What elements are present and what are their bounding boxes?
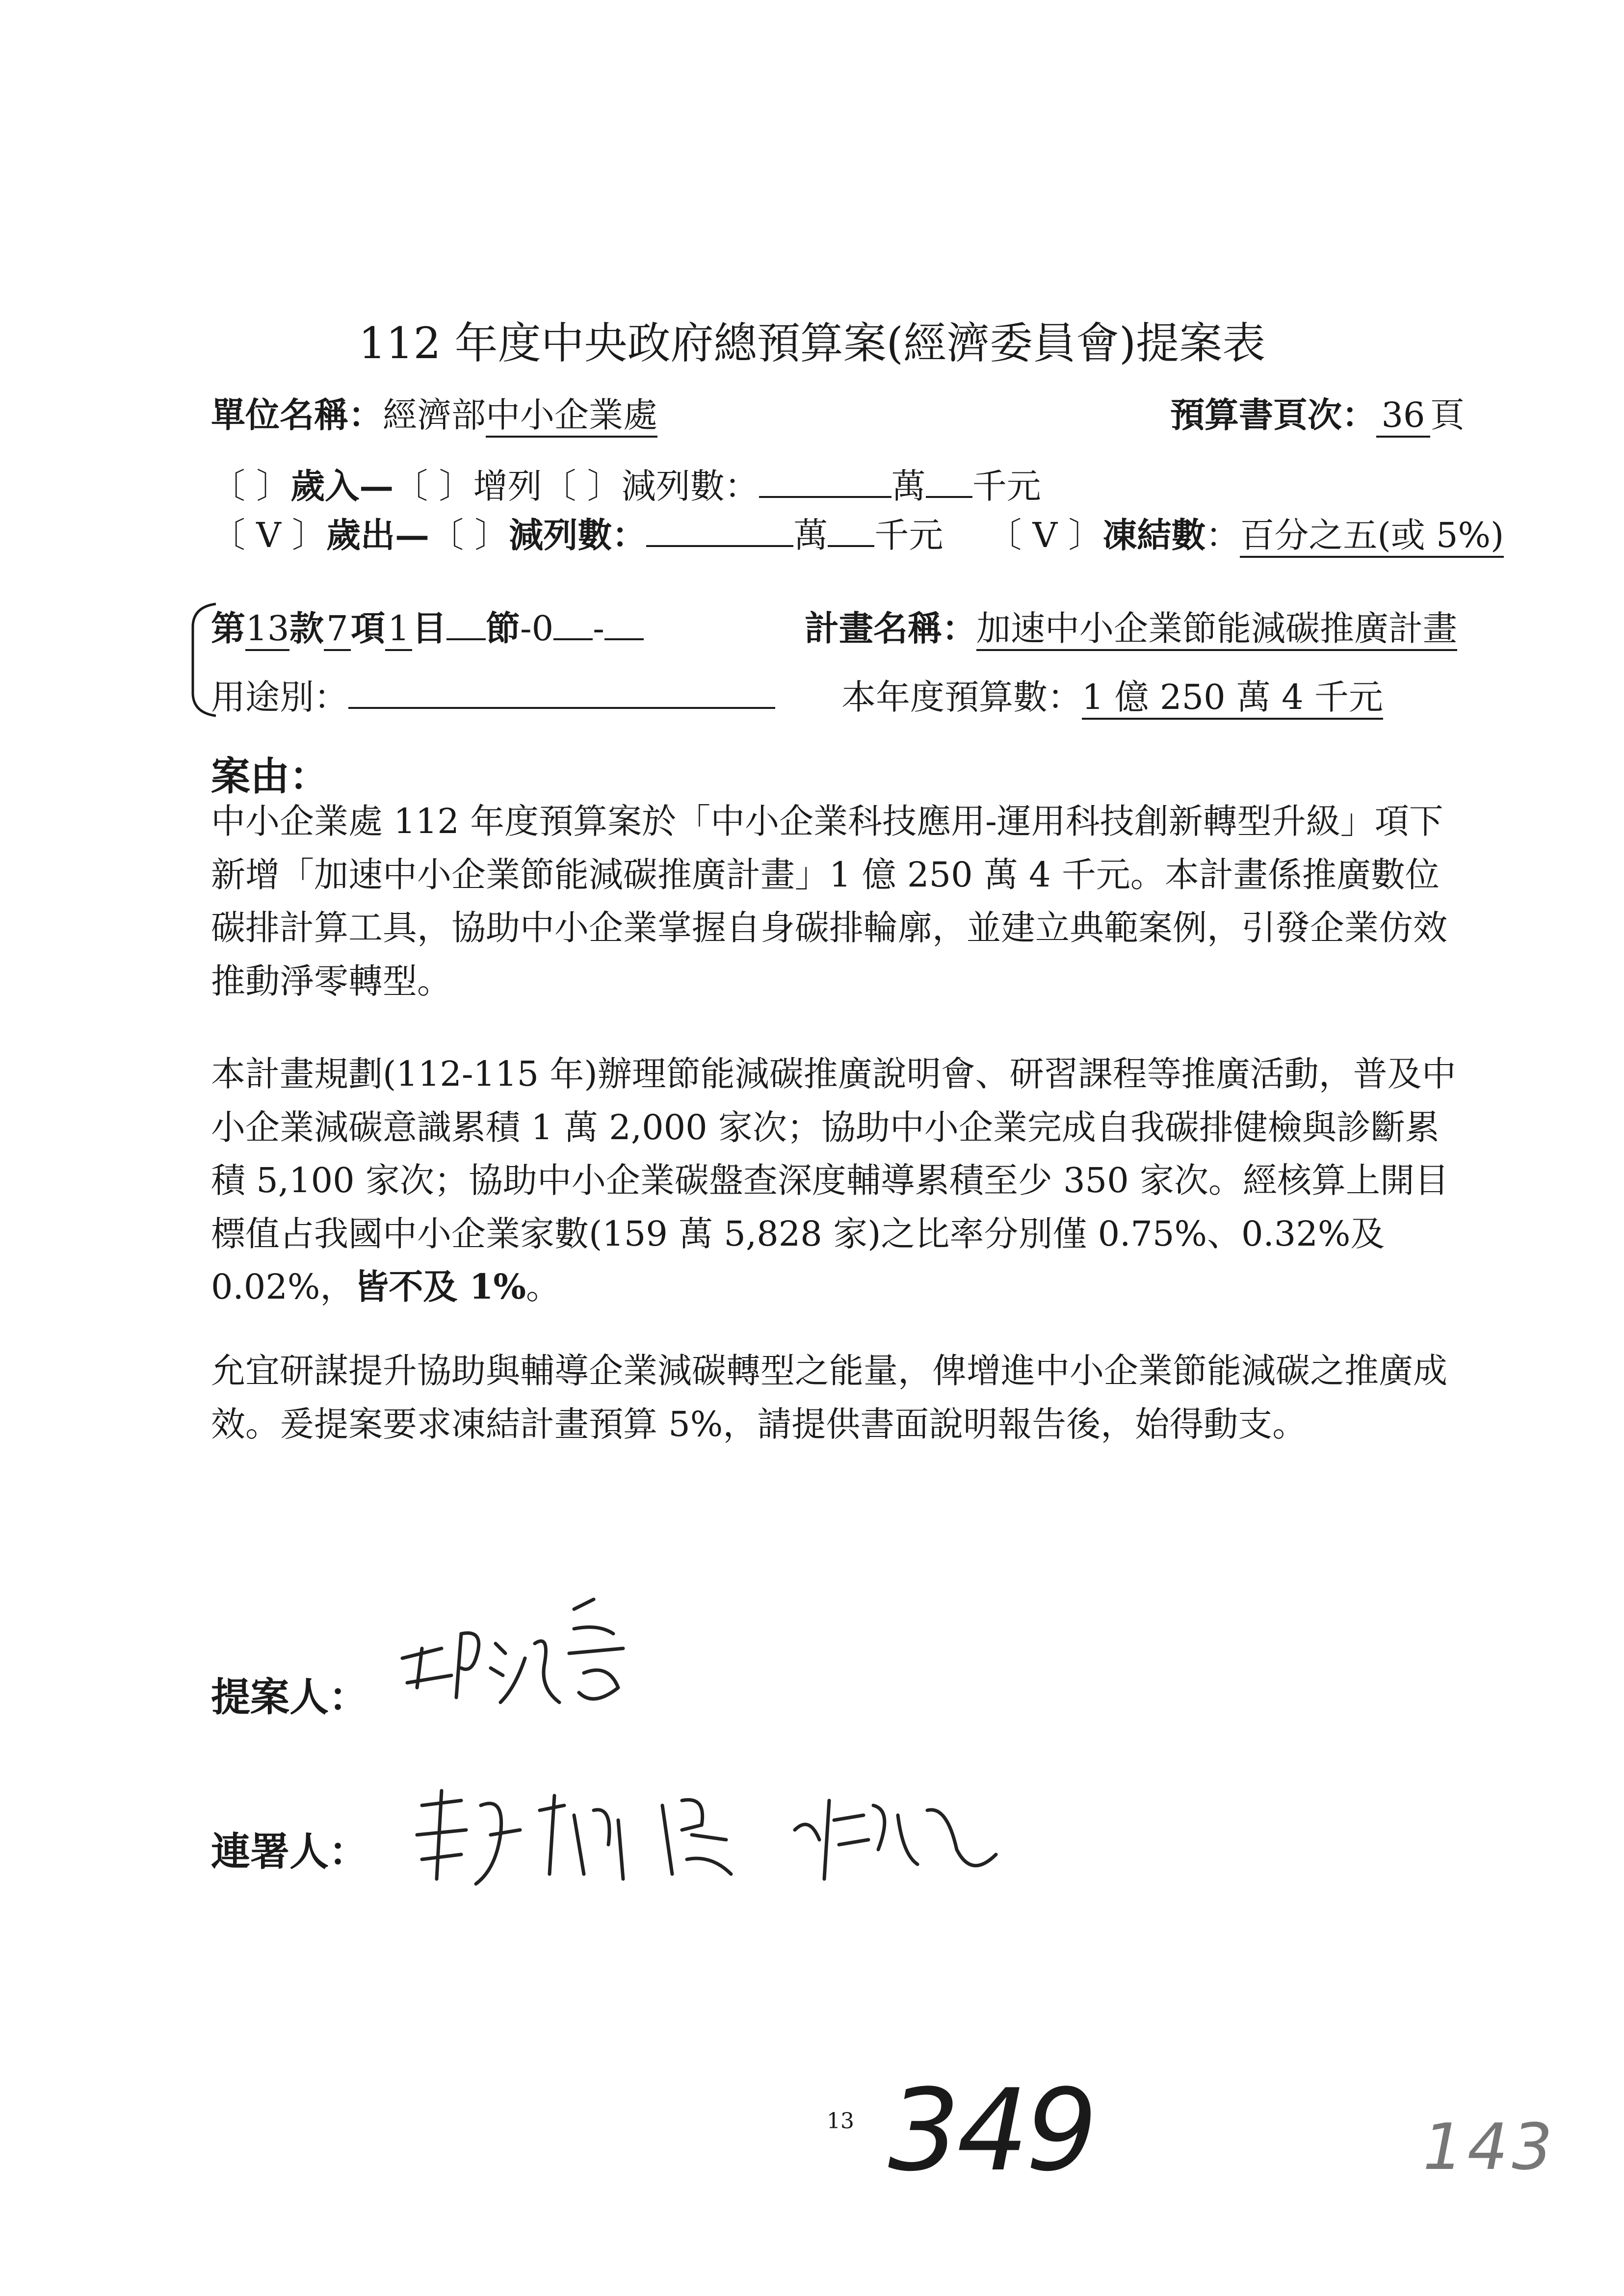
item-xiang: 7 [324, 608, 351, 651]
revenue-label: 歲入— [290, 466, 394, 506]
increase-checkbox: 〔 〕 [393, 466, 473, 506]
budget-page-label: 預算書頁次： [1170, 394, 1376, 435]
item-code-blank-2 [604, 609, 644, 640]
item-kuan-text: 款 [289, 608, 324, 649]
wan-text: 萬 [891, 466, 926, 506]
expense-wan-blank [646, 516, 793, 547]
item-code: -0 [520, 608, 554, 649]
plan-row [805, 601, 1457, 651]
margin-number: 143 [1423, 2110, 1557, 2184]
expense-decrease-checkbox: 〔 〕 [429, 515, 509, 555]
freeze-colon: ： [1205, 515, 1240, 555]
case-paragraph-1 [211, 795, 1457, 1008]
annual-budget-label: 本年度預算數： [841, 677, 1082, 717]
item-kuan: 13 [245, 608, 289, 651]
stamp-number: 349 [888, 2065, 1095, 2196]
proposer-signature [388, 1590, 662, 1737]
freeze-value: 百分之五(或 5%) [1240, 515, 1504, 558]
revenue-wan-blank [759, 467, 891, 498]
case-text-2-emphasis: 皆不及 1% [354, 1266, 526, 1307]
item-dash: - [593, 608, 604, 649]
item-mu-text: 目 [412, 608, 446, 649]
item-jie-text: 節 [486, 608, 520, 649]
usage-label: 用途別： [211, 677, 348, 717]
case-heading: 案由： [211, 753, 329, 799]
cosigner-label: 連署人： [211, 1828, 368, 1875]
revenue-checkbox: 〔 〕 [211, 466, 291, 506]
case-text-3: 允宜研謀提升協助與輔導企業減碳轉型之能量，俾增進中小企業節能減碳之推廣成效。爰提案要求凍結計畫預算 5%，請提供書面說明報告後，始得動支。 [211, 1351, 1447, 1444]
plan-label: 計畫名稱： [805, 608, 976, 649]
item-jie-blank [446, 609, 486, 640]
case-text-2 [211, 1047, 1457, 1314]
case-text-2c: 。 [525, 1267, 560, 1307]
budget-page-row [1170, 388, 1465, 438]
budget-page-value: 36 [1376, 394, 1430, 438]
expense-line [211, 508, 1504, 558]
cosigner-signatures [407, 1776, 1021, 1904]
expense-qian-blank [828, 516, 874, 547]
unit-ministry: 經濟部 [383, 395, 486, 435]
revenue-qian-blank [926, 467, 972, 498]
decrease-checkbox: 〔 〕 [542, 466, 622, 506]
usage-blank [348, 678, 775, 709]
case-paragraph-2 [211, 1047, 1457, 1314]
qian-text: 千元 [972, 466, 1041, 506]
unit-agency: 中小企業處 [486, 394, 657, 438]
freeze-checkbox: 〔 V 〕 [987, 515, 1103, 555]
item-mu: 1 [385, 608, 412, 651]
expense-checkbox: 〔 V 〕 [211, 515, 327, 555]
expense-qian-text: 千元 [874, 515, 943, 555]
case-paragraph-3 [211, 1344, 1457, 1451]
plan-name: 加速中小企業節能減碳推廣計畫 [976, 608, 1457, 651]
proposer-label: 提案人： [211, 1674, 368, 1720]
item-di: 第 [211, 608, 245, 649]
annual-budget-value: 1 億 250 萬 4 千元 [1082, 677, 1383, 720]
case-text-2a: 本計畫規劃(112-115 年)辦理節能減碳推廣說明會、研習課程等推廣活動，普及中小企業減碳意識累積 1 萬 2,000 家次；協助中小企業完成自我碳排健檢與診斷累積 5,100 家次；協助中小企業碳盤查深度輔導累積至少 350 家次。經核算上開目標值占我國中小企業家數(159 萬 5,828 家)之比率分別僅 0.75%、0.32%及 0.02%， [211, 1054, 1456, 1307]
expense-label: 歲出— [326, 515, 430, 555]
page-title: 112 年度中央政府總預算案(經濟委員會)提案表 [358, 318, 1266, 368]
annual-budget-row [841, 670, 1383, 720]
item-code-blank-1 [553, 609, 593, 640]
item-xiang-text: 項 [351, 608, 385, 649]
page-number: 13 [827, 2109, 854, 2134]
revenue-line [211, 459, 1041, 508]
budget-page-unit: 頁 [1430, 395, 1465, 435]
item-line [211, 601, 644, 651]
decrease-text: 減列數： [621, 466, 759, 506]
unit-row [211, 388, 657, 438]
unit-label: 單位名稱： [211, 394, 383, 435]
expense-decrease-text: 減列數： [509, 515, 647, 555]
freeze-label: 凍結數 [1102, 515, 1206, 555]
usage-row [211, 670, 775, 719]
case-text-1: 中小企業處 112 年度預算案於「中小企業科技應用-運用科技創新轉型升級」項下新增「加速中小企業節能減碳推廣計畫」1 億 250 萬 4 千元。本計畫係推廣數位碳排計算工具，協助中小企業掌握自身碳排輪廓，並建立典範案例，引發企業仿效推動淨零轉型。 [211, 801, 1447, 1001]
increase-text: 增列 [473, 466, 542, 506]
expense-wan-text: 萬 [793, 515, 828, 555]
